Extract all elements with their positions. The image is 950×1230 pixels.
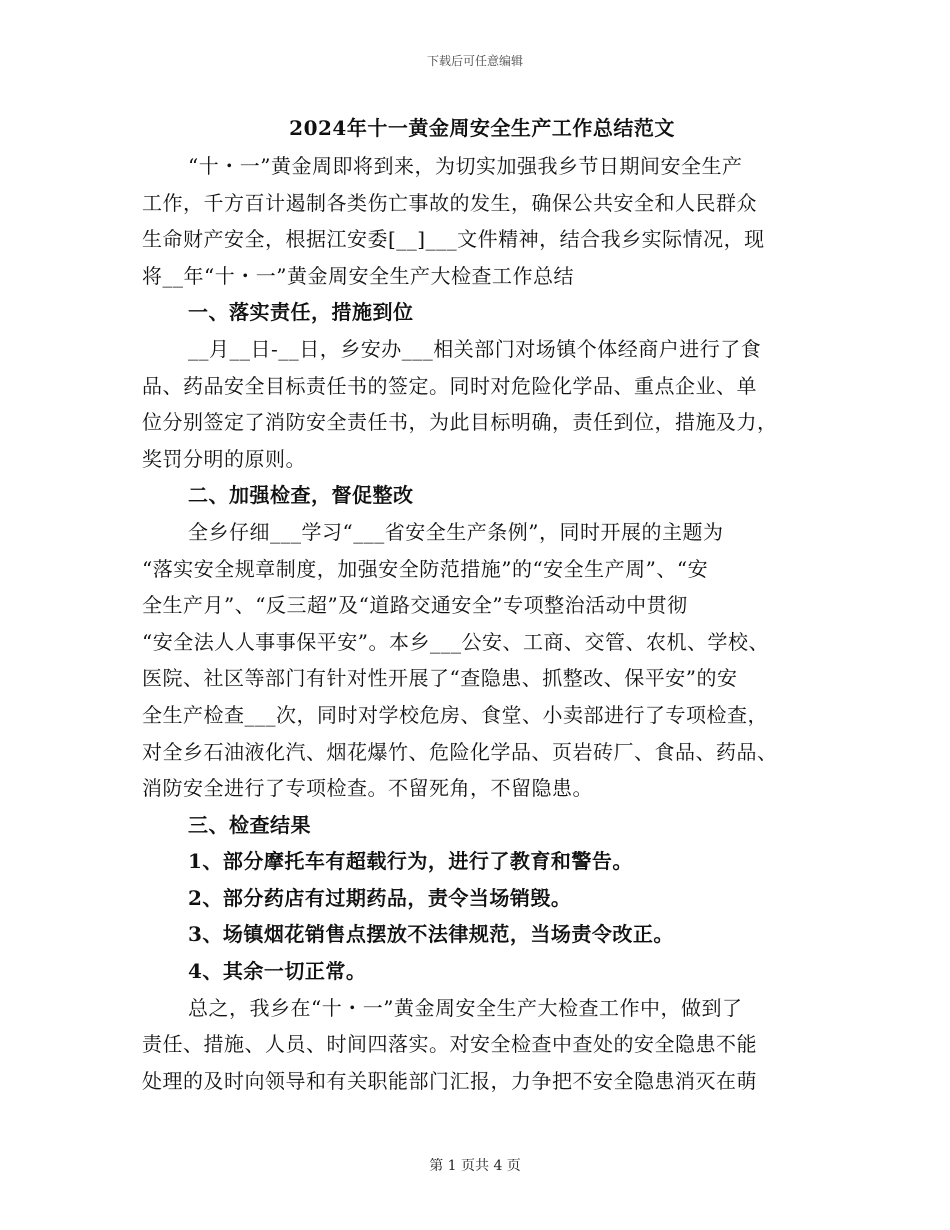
section-heading-line: 1、部分摩托车有超载行为，进行了教育和警告。	[188, 849, 633, 874]
paragraph-line: 全生产检查___次，同时对学校危房、食堂、小卖部进行了专项检查，	[142, 702, 768, 727]
paragraph-line: 工作，千方百计遏制各类伤亡事故的发生，确保公共安全和人民群众	[142, 190, 757, 215]
section-heading-line: 二、加强检查，督促整改	[188, 483, 414, 508]
paragraph-line: __月__日-__日，乡安办___相关部门对场镇个体经商户进行了食	[188, 336, 762, 361]
page-header-note: 下载后可任意编辑	[426, 54, 523, 68]
paragraph-line: 消防安全进行了专项检查。不留死角，不留隐患。	[142, 776, 593, 801]
paragraph-line: 全生产月”、“反三超”及“道路交通安全”专项整治活动中贯彻	[142, 593, 688, 618]
section-heading-line: 3、场镇烟花销售点摆放不法律规范，当场责令改正。	[188, 922, 674, 947]
paragraph-line: 将__年“十・一”黄金周安全生产大检查工作总结	[142, 263, 574, 288]
paragraph-line: 责任、措施、人员、时间四落实。对安全检查中查处的安全隐患不能	[142, 1032, 757, 1057]
paragraph-line: 处理的及时向领导和有关职能部门汇报，力争把不安全隐患消灭在萌	[142, 1068, 757, 1093]
document-title: 2024年十一黄金周安全生产工作总结范文	[289, 116, 675, 140]
document-body	[142, 108, 822, 1099]
paragraph-line: 奖罚分明的原则。	[142, 446, 306, 471]
section-heading-line: 一、落实责任，措施到位	[188, 300, 414, 325]
paragraph-line: 对全乡石油液化汽、烟花爆竹、危险化学品、页岩砖厂、食品、药品、	[142, 739, 778, 764]
paragraph-line: 品、药品安全目标责任书的签定。同时对危险化学品、重点企业、单	[142, 373, 757, 398]
paragraph-line: 总之，我乡在“十・一”黄金周安全生产大检查工作中，做到了	[188, 995, 743, 1020]
page-number: 第 1 页共 4 页	[429, 1158, 521, 1174]
paragraph-line: “安全法人人事事保平安”。本乡___公安、工商、交管、农机、学校、	[142, 629, 769, 654]
section-heading-line: 三、检查结果	[188, 812, 311, 837]
paragraph-line: 位分别签定了消防安全责任书，为此目标明确，责任到位，措施及力，	[142, 410, 778, 435]
paragraph-line: 全乡仔细___学习“___省安全生产条例”，同时开展的主题为	[188, 519, 724, 544]
paragraph-line: “落实安全规章制度，加强安全防范措施”的“安全生产周”、“安	[142, 556, 709, 581]
document-lines	[142, 148, 822, 1099]
section-heading-line: 4、其余一切正常。	[188, 959, 367, 984]
paragraph-line: 医院、社区等部门有针对性开展了“查隐患、抓整改、保平安”的安	[142, 666, 738, 691]
paragraph-line: 生命财产安全，根据江安委[__]___文件精神，结合我乡实际情况，现	[142, 227, 765, 252]
paragraph-line: “十・一”黄金周即将到来，为切实加强我乡节日期间安全生产	[188, 154, 743, 178]
section-heading-line: 2、部分药店有过期药品，责令当场销毁。	[188, 885, 572, 910]
